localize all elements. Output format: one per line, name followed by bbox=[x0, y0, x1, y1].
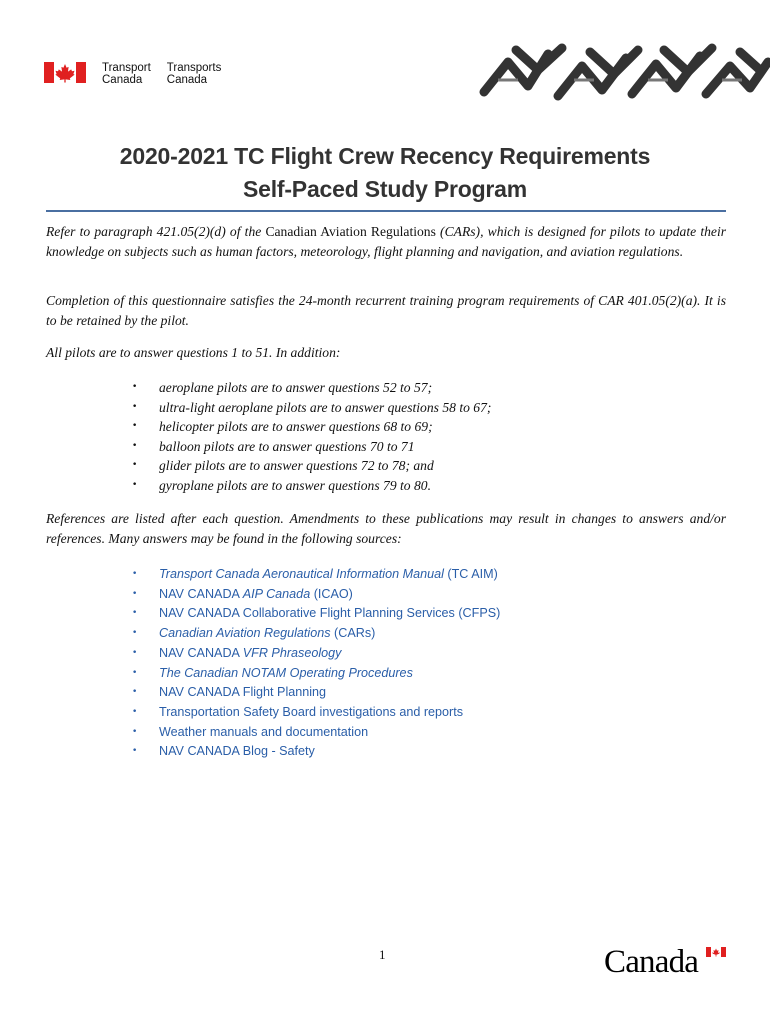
source-link-notam-procedures[interactable]: • The Canadian NOTAM Operating Procedures bbox=[132, 664, 692, 684]
regulations-name: Canadian Aviation Regulations bbox=[265, 224, 436, 239]
canada-flag-icon bbox=[44, 62, 86, 83]
source-link-nav-canada-blog[interactable]: • NAV CANADA Blog - Safety bbox=[132, 742, 692, 762]
bullet-icon: • bbox=[132, 479, 138, 490]
canada-wordmark: Canada bbox=[604, 944, 699, 980]
source-link-cars[interactable]: • Canadian Aviation Regulations (CARs) bbox=[132, 624, 692, 644]
bullet-icon: • bbox=[132, 667, 138, 678]
bullet-icon: • bbox=[132, 687, 138, 698]
bullet-icon: • bbox=[132, 588, 138, 599]
pilot-requirements-list bbox=[132, 378, 692, 495]
source-link-flight-planning[interactable]: • NAV CANADA Flight Planning bbox=[132, 683, 692, 703]
list-item: • balloon pilots are to answer questions 70 to 71 bbox=[132, 437, 692, 457]
sources-list bbox=[132, 565, 692, 762]
source-link-tc-aim[interactable]: • Transport Canada Aeronautical Information Manual (TC AIM) bbox=[132, 565, 692, 585]
page-number: 1 bbox=[379, 947, 386, 962]
bullet-icon: • bbox=[132, 706, 138, 717]
source-link-cfps[interactable]: • NAV CANADA Collaborative Flight Planning Services (CFPS) bbox=[132, 604, 692, 624]
bullet-icon: • bbox=[132, 608, 138, 619]
wordmark-flag-icon bbox=[706, 947, 726, 957]
bullet-icon: • bbox=[132, 569, 138, 579]
department-signature bbox=[44, 62, 221, 86]
bullet-icon: • bbox=[132, 746, 138, 757]
list-item: • helicopter pilots are to answer questions 68 to 69; bbox=[132, 417, 692, 437]
department-name-en: Transport Canada bbox=[102, 62, 151, 86]
list-item: • glider pilots are to answer questions 72 to 78; and bbox=[132, 456, 692, 476]
bullet-icon: • bbox=[132, 440, 138, 451]
bullet-icon: • bbox=[132, 726, 138, 737]
bullet-icon: • bbox=[132, 628, 138, 639]
source-link-tsb[interactable]: • Transportation Safety Board investigations and reports bbox=[132, 703, 692, 723]
title-divider bbox=[46, 210, 726, 212]
source-link-weather-manuals[interactable]: • Weather manuals and documentation bbox=[132, 723, 692, 743]
references-paragraph: References are listed after each question. Amendments to these publications may result in changes to answers and/or references. Many answers may be found in the following sources: bbox=[46, 511, 726, 546]
department-name-fr: Transports Canada bbox=[166, 62, 222, 86]
list-item: • aeroplane pilots are to answer questions 52 to 57; bbox=[132, 378, 692, 398]
intro-paragraph-3: All pilots are to answer questions 1 to 51. In addition: bbox=[46, 345, 341, 360]
list-item: • ultra-light aeroplane pilots are to answer questions 58 to 67; bbox=[132, 398, 692, 418]
bullet-icon: • bbox=[132, 401, 138, 412]
source-link-aip-canada[interactable]: • NAV CANADA AIP Canada (ICAO) bbox=[132, 585, 692, 605]
decorative-pattern-graphic bbox=[478, 40, 770, 102]
page-title: 2020-2021 TC Flight Crew Recency Requirements Self-Paced Study Program bbox=[119, 143, 651, 202]
list-item: • gyroplane pilots are to answer questions 79 to 80. bbox=[132, 476, 692, 496]
intro-paragraph-2: Completion of this questionnaire satisfies the 24-month recurrent training program requirements of CAR 401.05(2)(a). It is to be retained by the pilot. bbox=[46, 293, 726, 328]
bullet-icon: • bbox=[132, 647, 138, 658]
bullet-icon: • bbox=[132, 421, 138, 431]
source-link-vfr-phraseology[interactable]: • NAV CANADA VFR Phraseology bbox=[132, 644, 692, 664]
intro-paragraph-1: Refer to paragraph 421.05(2)(d) of the Canadian Aviation Regulations (CARs), which is designed for pilots to update their knowledge on subjects such as human factors, meteorology, flight planning and navigation, and aviation regulations. bbox=[46, 224, 727, 259]
bullet-icon: • bbox=[132, 460, 138, 470]
bullet-icon: • bbox=[132, 382, 138, 392]
